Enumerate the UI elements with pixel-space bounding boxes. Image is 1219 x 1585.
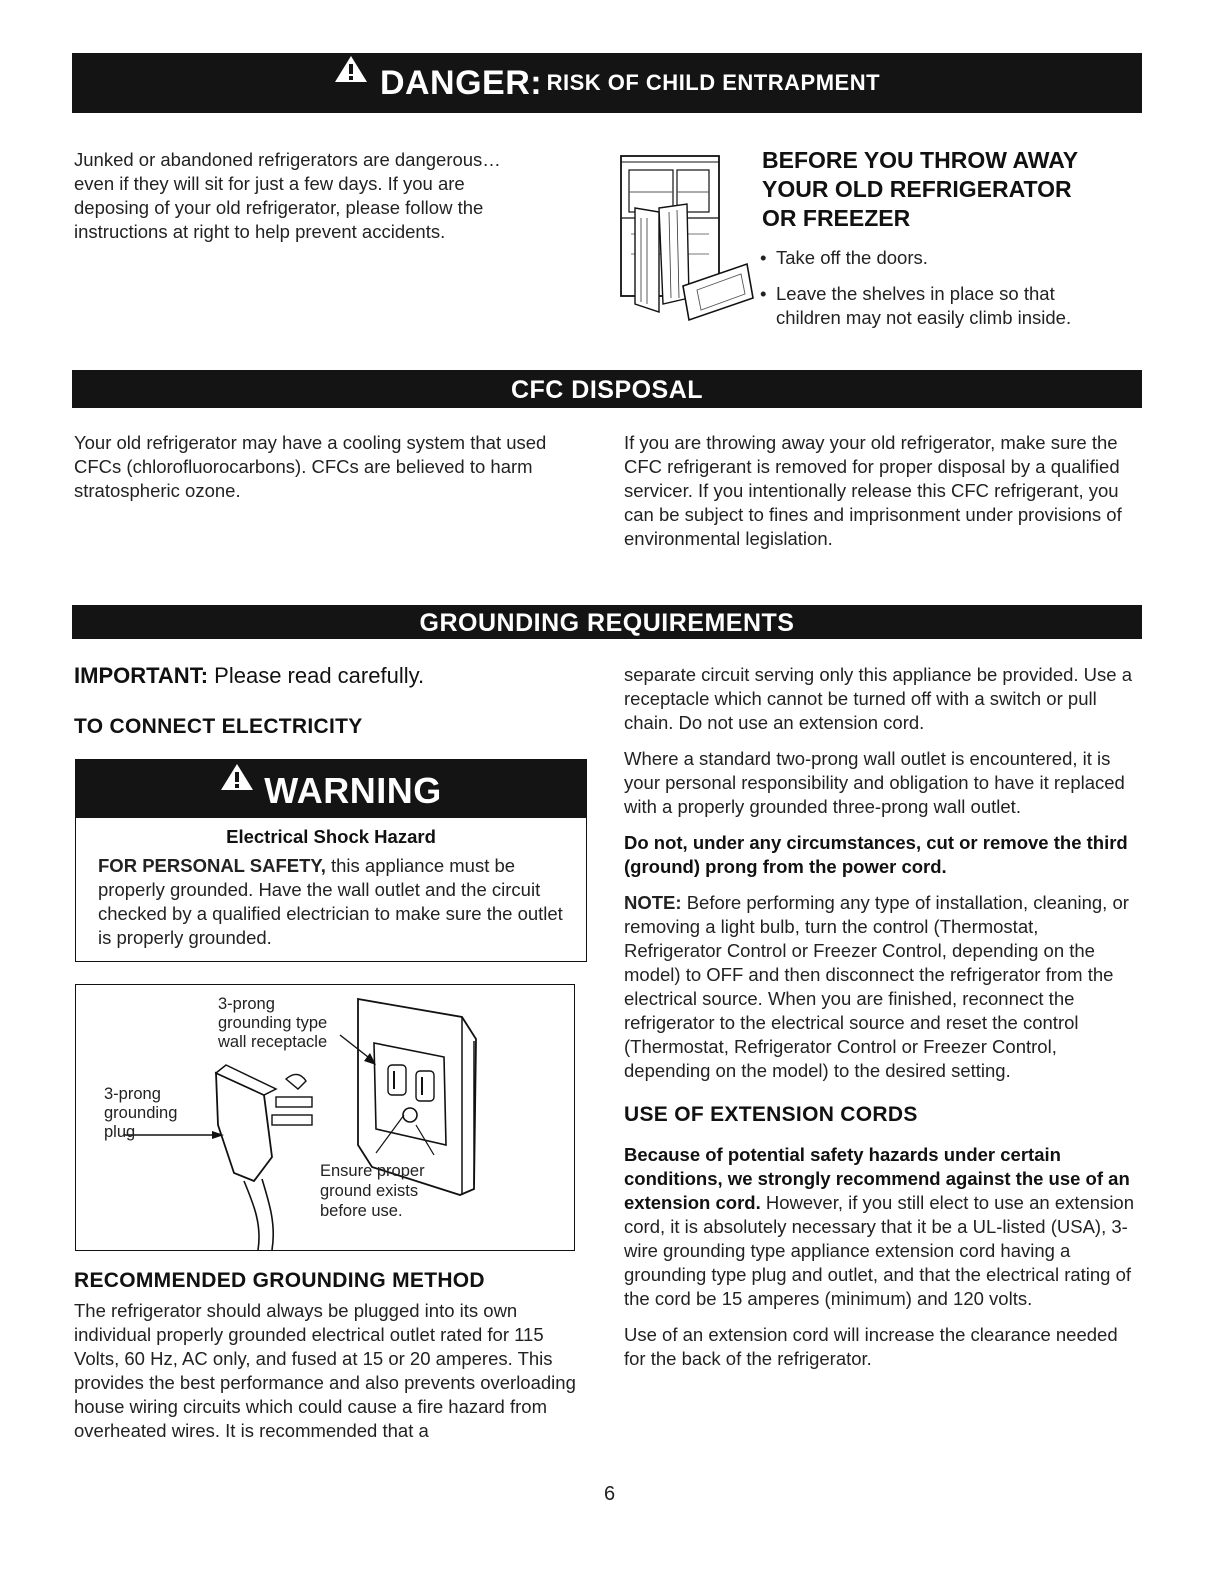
recommended-grounding-text: The refrigerator should always be plugged into its own individual properly grounded electrical outlet rated for 115 Volts, 60 Hz, AC only, and fused at 15 or 20 amperes. This provides the best performance and also prevents overloading house wiring circuits which could cause a fire hazard from overheated wires. It is recommended that a — [74, 1300, 576, 1441]
page-number: 6 — [603, 1483, 616, 1505]
receptacle-label-line-3: wall receptacle — [218, 1033, 328, 1051]
warning-triangle-icon — [220, 757, 254, 819]
extension-warning-bold: Because of potential safety hazards under certain conditions, we strongly recommend against the use of an extension cord. — [624, 1144, 1130, 1213]
extension-cords-heading: USE OF EXTENSION CORDS — [624, 1103, 918, 1126]
danger-word: DANGER: — [379, 64, 543, 102]
recommended-grounding-heading: RECOMMENDED GROUNDING METHOD — [74, 1269, 485, 1292]
disposal-bullet-list — [760, 246, 1120, 330]
separate-circuit-text: separate circuit serving only this appliance be provided. Use a receptacle which cannot be turned off with a switch or pull chain. Do not use an extension cord. — [624, 664, 1133, 733]
important-line — [74, 663, 424, 689]
note-label: NOTE: — [624, 892, 682, 913]
danger-banner — [72, 53, 1142, 113]
note-text: Before performing any type of installation, cleaning, or removing a light bulb, turn the control (Thermostat, Refrigerator Control or Freezer Control, depending on the model) to OFF and then disconnect the refrigerator from the electrical source. When you are finished, reconnect the refrigerator to the electrical source and reset the control (Thermostat, Refrigerator Control or Freezer Control, depending on the model) to the desired setting. — [624, 892, 1129, 1081]
note-paragraph — [624, 891, 1139, 1083]
important-text: Please read carefully. — [214, 663, 425, 688]
heading-line-3: OR FREEZER — [762, 205, 911, 231]
receptacle-label — [218, 995, 327, 1052]
danger-intro: Junked or abandoned refrigerators are dangerous… even if they will sit for just a few days. If you are deposing of your old refrigerator, please follow the instructions at right to help prevent accidents. — [74, 149, 501, 242]
plug-label-line-3: plug — [104, 1123, 136, 1141]
important-label: IMPORTANT: — [74, 663, 209, 688]
bullet-take-off-doors: • Take off the doors. — [760, 246, 1120, 270]
receptacle-label-line-1: 3-prong — [218, 995, 275, 1013]
connect-electricity-heading: TO CONNECT ELECTRICITY — [74, 715, 363, 738]
extension-cords-paragraph — [624, 1143, 1139, 1311]
grounding-figure — [75, 984, 575, 1251]
warning-box — [75, 759, 587, 962]
warning-header — [76, 760, 586, 818]
cfc-right-text: If you are throwing away your old refrigerator, make sure the CFC refrigerant is removed for proper disposal by a qualified servicer. If you intentionally release this CFC refrigerant, you can be subject to fines and imprisonment under provisions of environmental legislation. — [624, 432, 1122, 549]
danger-title: RISK OF CHILD ENTRAPMENT — [546, 70, 881, 95]
warning-subtitle: Electrical Shock Hazard — [226, 826, 436, 847]
bullet-leave-shelves: • Leave the shelves in place so that children may not easily climb inside. — [760, 282, 1120, 330]
cfc-left-text: Your old refrigerator may have a cooling system that used CFCs (chlorofluorocarbons). CFCs are believed to harm stratospheric ozone. — [74, 432, 547, 501]
safety-label: FOR PERSONAL SAFETY, — [98, 855, 326, 876]
do-not-cut-prong-text: Do not, under any circumstances, cut or remove the third (ground) prong from the power cord. — [624, 832, 1128, 877]
refrigerator-doors-removed-illustration — [617, 152, 757, 324]
ensure-label-line-2: ground exists — [320, 1182, 419, 1200]
extension-warning-text: However, if you still elect to use an extension cord, it is absolutely necessary that it be a UL-listed (USA), 3-wire grounding type appliance extension cord having a grounding type plug and outlet, and that the electrical rating of the cord be 15 amperes (minimum) and 120 volts. — [624, 1192, 1135, 1309]
safety-text: this appliance must be properly grounded. Have the wall outlet and the circuit checked by a qualified electrician to make sure the outlet is properly grounded. — [98, 855, 563, 948]
warning-word: WARNING — [264, 770, 442, 811]
cfc-disposal-banner — [72, 370, 1142, 408]
grounding-right-column — [624, 663, 1139, 1371]
warning-triangle-icon — [334, 50, 368, 110]
grounding-banner — [72, 605, 1142, 639]
ensure-label-line-3: before use. — [320, 1202, 403, 1220]
warning-safety-text — [98, 854, 574, 950]
before-throw-away-heading — [762, 146, 1122, 233]
extension-clearance-text: Use of an extension cord will increase the clearance needed for the back of the refrigerator. — [624, 1324, 1118, 1369]
heading-line-2: YOUR OLD REFRIGERATOR — [762, 176, 1072, 202]
plug-label-line-2: grounding — [104, 1104, 178, 1122]
plug-label — [104, 1085, 177, 1142]
cfc-title: CFC DISPOSAL — [510, 376, 704, 404]
receptacle-label-line-2: grounding type — [218, 1014, 328, 1032]
ensure-label-line-1: Ensure proper — [320, 1162, 425, 1180]
ensure-ground-label — [320, 1161, 425, 1221]
heading-line-1: BEFORE YOU THROW AWAY — [762, 147, 1079, 173]
grounding-title: GROUNDING REQUIREMENTS — [419, 609, 795, 637]
two-prong-outlet-text: Where a standard two-prong wall outlet is encountered, it is your personal responsibility and obligation to have it replaced with a properly grounded three-prong wall outlet. — [624, 748, 1125, 817]
plug-label-line-1: 3-prong — [104, 1085, 161, 1103]
